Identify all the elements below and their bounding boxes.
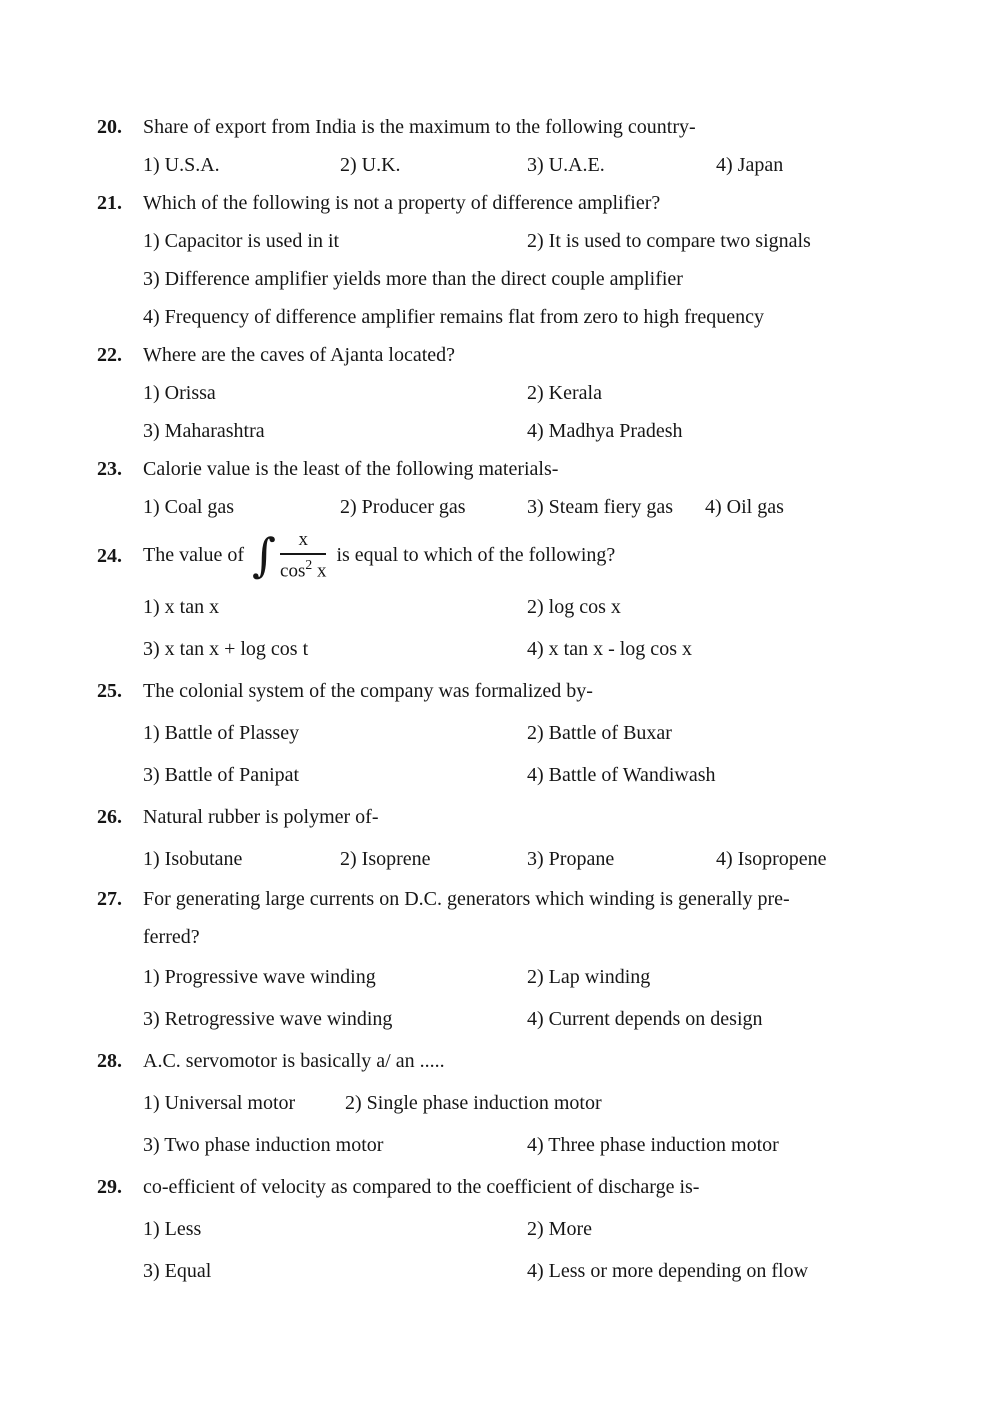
option: 4) Three phase induction motor <box>527 1134 779 1156</box>
integral-sign: ∫ <box>252 528 277 583</box>
question-text-line2: ferred? <box>143 926 200 948</box>
options-row <box>143 586 962 628</box>
question-row <box>97 1040 962 1082</box>
option: 2) Battle of Buxar <box>527 722 672 744</box>
option: 3) Battle of Panipat <box>143 764 300 786</box>
options-row <box>143 956 962 998</box>
denominator-exponent: 2 <box>305 556 313 572</box>
fraction-denominator <box>280 555 326 582</box>
option: 4) Japan <box>716 154 784 176</box>
question-25 <box>97 670 962 796</box>
question-number: 25. <box>97 680 122 702</box>
question-20 <box>97 108 962 184</box>
question-number: 23. <box>97 458 122 480</box>
option: 2) Kerala <box>527 382 602 404</box>
options-row <box>143 838 962 880</box>
options-row <box>143 1250 962 1292</box>
question-29 <box>97 1166 962 1292</box>
question-row <box>97 108 962 146</box>
option: 1) Progressive wave winding <box>143 966 376 988</box>
question-21 <box>97 184 962 336</box>
question-22 <box>97 336 962 450</box>
option: 4) Frequency of difference amplifier remains flat from zero to high frequency <box>143 306 765 328</box>
question-number: 29. <box>97 1176 122 1198</box>
options-row <box>143 374 962 412</box>
denominator-var: x <box>316 560 327 582</box>
question-row <box>97 796 962 838</box>
option: 1) Universal motor <box>143 1092 296 1114</box>
options-row <box>143 260 962 298</box>
option: 4) Isopropene <box>716 848 827 870</box>
option: 1) Capacitor is used in it <box>143 230 340 252</box>
option: 3) Equal <box>143 1260 212 1282</box>
option: 2) More <box>527 1218 592 1240</box>
option: 4) Less or more depending on flow <box>527 1260 809 1282</box>
question-row <box>97 336 962 374</box>
question-number: 21. <box>97 192 122 214</box>
question-text: A.C. servomotor is basically a/ an ..... <box>143 1050 445 1072</box>
option: 3) Steam fiery gas <box>527 496 674 518</box>
question-text <box>143 530 615 582</box>
option: 2) U.K. <box>340 154 401 176</box>
question-row <box>97 1166 962 1208</box>
question-row <box>97 670 962 712</box>
option: 2) It is used to compare two signals <box>527 230 811 252</box>
option: 4) Battle of Wandiwash <box>527 764 716 786</box>
question-26 <box>97 796 962 880</box>
options-row <box>143 998 962 1040</box>
option: 1) Coal gas <box>143 496 235 518</box>
option: 1) U.S.A. <box>143 154 220 176</box>
question-23 <box>97 450 962 526</box>
question-number: 24. <box>97 544 122 567</box>
question-text: Natural rubber is polymer of- <box>143 806 379 828</box>
options-row <box>143 222 962 260</box>
formula-prefix: The value of <box>143 544 245 567</box>
option: 1) Less <box>143 1218 202 1240</box>
question-row <box>97 184 962 222</box>
denominator-fn: cos <box>280 560 306 582</box>
option: 1) Battle of Plassey <box>143 722 300 744</box>
option: 3) Maharashtra <box>143 420 265 442</box>
option: 4) Madhya Pradesh <box>527 420 683 442</box>
option: 3) Two phase induction motor <box>143 1134 384 1156</box>
options-row <box>143 712 962 754</box>
options-row <box>143 412 962 450</box>
options-row <box>143 754 962 796</box>
fraction <box>280 530 326 582</box>
options-row <box>143 1082 962 1124</box>
options-row <box>143 146 962 184</box>
question-number: 27. <box>97 888 122 910</box>
option: 1) x tan x <box>143 596 220 618</box>
option: 4) x tan x - log cos x <box>527 638 692 660</box>
question-text-line1: For generating large currents on D.C. generators which winding is generally pre- <box>143 888 790 910</box>
question-text: Share of export from India is the maximum to the following country- <box>143 116 696 138</box>
question-row <box>97 880 962 918</box>
options-row <box>143 488 962 526</box>
option: 3) Propane <box>527 848 615 870</box>
question-28 <box>97 1040 962 1166</box>
options-row <box>143 1208 962 1250</box>
question-text: Where are the caves of Ajanta located? <box>143 344 456 366</box>
option: 2) Single phase induction motor <box>345 1092 602 1114</box>
options-row <box>143 628 962 670</box>
options-row <box>143 1124 962 1166</box>
question-text: Which of the following is not a property of difference amplifier? <box>143 192 661 214</box>
option: 2) Lap winding <box>527 966 651 988</box>
question-text: The colonial system of the company was formalized by- <box>143 680 593 702</box>
option: 1) Isobutane <box>143 848 243 870</box>
option: 3) Difference amplifier yields more than the direct couple amplifier <box>143 268 683 290</box>
option: 2) log cos x <box>527 596 621 618</box>
question-text: co-efficient of velocity as compared to the coefficient of discharge is- <box>143 1176 700 1198</box>
question-24 <box>97 526 962 670</box>
question-number: 28. <box>97 1050 122 1072</box>
question-number: 26. <box>97 806 122 828</box>
option: 4) Current depends on design <box>527 1008 763 1030</box>
option: 3) x tan x + log cos t <box>143 638 309 660</box>
question-27 <box>97 880 962 1040</box>
options-row <box>143 298 962 336</box>
question-number: 20. <box>97 116 122 138</box>
formula-suffix: is equal to which of the following? <box>336 544 616 567</box>
option: 3) U.A.E. <box>527 154 605 176</box>
option: 2) Isoprene <box>340 848 431 870</box>
option: 1) Orissa <box>143 382 216 404</box>
question-text: Calorie value is the least of the following materials- <box>143 458 559 480</box>
question-number: 22. <box>97 344 122 366</box>
question-row <box>97 450 962 488</box>
fraction-numerator: x <box>280 530 326 555</box>
question-row <box>97 526 962 586</box>
option: 2) Producer gas <box>340 496 466 518</box>
option: 4) Oil gas <box>705 496 784 518</box>
option: 3) Retrogressive wave winding <box>143 1008 393 1030</box>
